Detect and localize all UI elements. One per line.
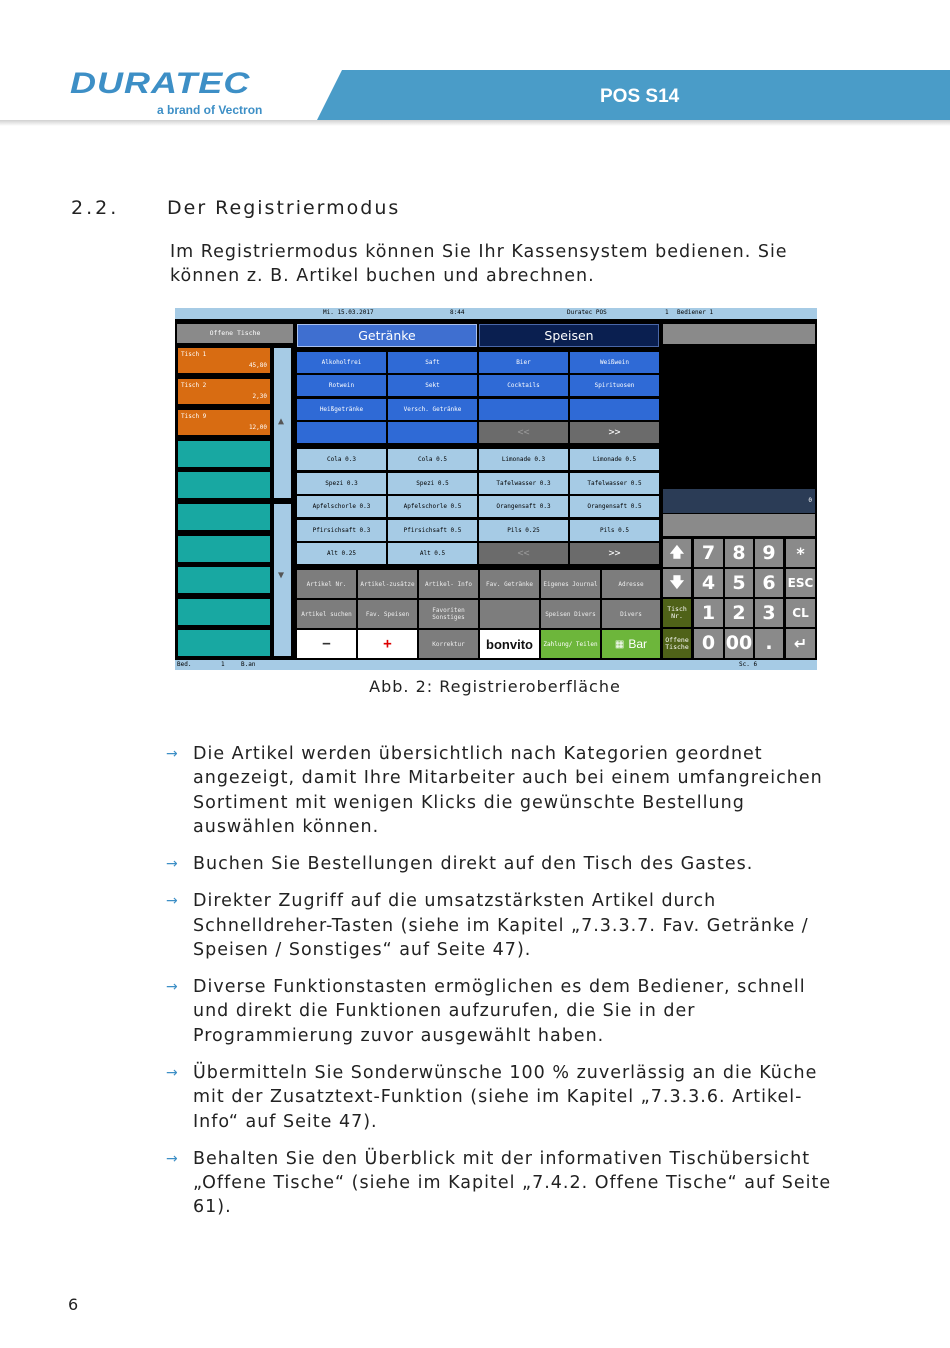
list-item: → Übermitteln Sie Sonderwünsche 100 % zuverlässig an die Küche mit der Zusatztext-Funktion (siehe im Kapitel „7.3.3.6. Artikel-Info“ auf Seite 47).: [166, 1062, 818, 1132]
intro-text: Im Registriermodus können Sie Ihr Kassensystem bedienen. Sie können z. B. Artikel buchen und abrechnen.: [170, 242, 788, 286]
figure-caption: Abb. 2: Registrieroberfläche: [369, 677, 621, 696]
function-button[interactable]: Artikel suchen: [297, 600, 356, 628]
article-button[interactable]: Alt 0.25: [297, 543, 386, 564]
minus-button[interactable]: −: [297, 630, 356, 658]
header-shadow: [0, 120, 950, 126]
section-number: 2.2.: [71, 197, 120, 219]
article-button[interactable]: Apfelschorle 0.3: [297, 496, 386, 517]
category-button[interactable]: Sekt: [388, 375, 477, 396]
key-multiply[interactable]: *: [786, 539, 815, 567]
status-time: 8:44: [450, 309, 465, 316]
list-item: → Behalten Sie den Überblick mit der informativen Tischübersicht „Offene Tische“ (siehe im Kapitel „7.4.2. Offene Tische“ auf Seite 61).: [166, 1148, 832, 1218]
key-2[interactable]: 2: [725, 599, 753, 627]
brand-line: a brand of Vectron: [157, 103, 263, 117]
empty-table-slot[interactable]: [178, 472, 270, 498]
key-clear[interactable]: CL: [786, 599, 815, 627]
category-button-empty[interactable]: [479, 399, 568, 420]
category-button[interactable]: Cocktails: [479, 375, 568, 396]
article-button[interactable]: Limonade 0.5: [570, 449, 659, 470]
key-3[interactable]: 3: [755, 599, 783, 627]
empty-table-slot[interactable]: [178, 504, 270, 530]
correction-button[interactable]: Korrektur: [419, 630, 478, 658]
category-button[interactable]: Alkoholfrei: [297, 352, 386, 373]
function-button[interactable]: Favoriten Sonstiges: [419, 600, 478, 628]
function-button[interactable]: Adresse: [602, 570, 660, 598]
article-button[interactable]: Tafelwasser 0.5: [570, 473, 659, 494]
table-scroll-up[interactable]: [274, 348, 291, 498]
status-bar-bottom: [175, 660, 817, 670]
arrow-right-icon: →: [166, 979, 179, 996]
status-operator: Bediener 1: [677, 309, 714, 316]
article-button[interactable]: Orangensaft 0.3: [479, 496, 568, 517]
article-button[interactable]: Cola 0.5: [388, 449, 477, 470]
table-name: Tisch 1: [181, 351, 207, 358]
empty-table-slot[interactable]: [178, 630, 270, 656]
plus-button[interactable]: +: [358, 630, 417, 658]
category-button[interactable]: Heißgetränke: [297, 399, 386, 420]
article-button[interactable]: Tafelwasser 0.3: [479, 473, 568, 494]
table-button[interactable]: [178, 379, 270, 404]
cash-label: Bar: [628, 636, 648, 651]
status-date: Mi. 15.03.2017: [323, 309, 374, 316]
bonvito-button[interactable]: bonvito: [480, 630, 539, 658]
function-button[interactable]: Artikel Nr.: [297, 570, 356, 598]
key-7[interactable]: 7: [694, 539, 723, 567]
feature-list: [166, 742, 836, 1232]
table-amount: 45,80: [248, 362, 267, 369]
arrow-right-icon: →: [166, 746, 179, 762]
article-button[interactable]: Limonade 0.3: [479, 449, 568, 470]
arrow-right-icon: →: [166, 856, 179, 873]
open-tables-header: Offene Tische: [177, 324, 293, 343]
table-button[interactable]: [178, 348, 270, 373]
article-next-button[interactable]: >>: [570, 543, 659, 564]
category-button-empty[interactable]: [570, 399, 659, 420]
article-button[interactable]: Pfirsichsaft 0.3: [297, 520, 386, 541]
category-button[interactable]: Spirituosen: [570, 375, 659, 396]
article-button[interactable]: Pils 0.5: [570, 520, 659, 541]
key-5[interactable]: 5: [725, 569, 753, 597]
arrow-up-icon[interactable]: 🡅: [663, 539, 691, 567]
display-value: 0: [808, 497, 812, 504]
function-button[interactable]: Fav. Speisen: [358, 600, 417, 628]
article-button[interactable]: Pfirsichsaft 0.5: [388, 520, 477, 541]
key-6[interactable]: 6: [755, 569, 783, 597]
arrow-right-icon: →: [166, 1064, 179, 1081]
article-button[interactable]: Cola 0.3: [297, 449, 386, 470]
pos-screenshot: [175, 308, 817, 670]
receipt-header: [663, 324, 815, 344]
list-item: → Buchen Sie Bestellungen direkt auf den Tisch des Gastes.: [166, 852, 836, 876]
table-amount: 2,30: [252, 393, 267, 400]
table-name: Tisch 2: [181, 382, 207, 389]
status-bed-no: 1: [221, 661, 225, 668]
status-system: Duratec POS: [567, 309, 607, 316]
table-number-button[interactable]: Tisch Nr.: [663, 599, 691, 627]
empty-table-slot[interactable]: [178, 567, 270, 593]
category-button-empty[interactable]: [297, 422, 386, 443]
category-next-button[interactable]: >>: [570, 422, 659, 443]
scroll-down-icon: ▼: [278, 570, 285, 581]
input-display: [663, 514, 815, 536]
function-button[interactable]: Fav. Getränke: [480, 570, 539, 598]
empty-table-slot[interactable]: [178, 536, 270, 562]
article-button[interactable]: Orangensaft 0.5: [570, 496, 659, 517]
article-prev-button[interactable]: <<: [479, 543, 568, 564]
function-button-empty[interactable]: [480, 600, 539, 628]
article-button[interactable]: Spezi 0.3: [297, 473, 386, 494]
function-button[interactable]: Divers: [602, 600, 660, 628]
key-8[interactable]: 8: [725, 539, 753, 567]
payment-button[interactable]: Zahlung/ Teilen: [541, 630, 600, 658]
article-button[interactable]: Apfelschorle 0.5: [388, 496, 477, 517]
category-button[interactable]: Rotwein: [297, 375, 386, 396]
arrow-right-icon: →: [166, 893, 179, 910]
tab-speisen[interactable]: Speisen: [479, 324, 659, 347]
amount-display: [663, 489, 815, 513]
scroll-up-icon: ▲: [278, 416, 285, 427]
section-title: Der Registriermodus: [167, 197, 401, 219]
product-title: POS S14: [600, 86, 680, 107]
list-item: → Diverse Funktionstasten ermöglichen es dem Bediener, schnell und direkt die Funktionen aufzurufen, die Sie in der Programmierung zuvor ausgewählt haben.: [166, 977, 806, 1046]
arrow-right-icon: →: [166, 1150, 179, 1167]
table-amount: 12,00: [248, 424, 267, 431]
empty-table-slot[interactable]: [178, 599, 270, 625]
cash-button[interactable]: [602, 630, 660, 658]
list-item: → Direkter Zugriff auf die umsatzstärksten Artikel durch Schnelldreher-Tasten (siehe im Kapitel „7.3.3.7. Fav. Getränke / Speisen / Sonstiges“ auf Seite 47).: [166, 891, 809, 961]
duratec-logo: DURATEC: [70, 66, 251, 100]
category-button[interactable]: Weißwein: [570, 352, 659, 373]
arrow-down-icon[interactable]: 🡇: [663, 569, 691, 597]
article-button[interactable]: Alt 0.5: [388, 543, 477, 564]
article-button[interactable]: Pils 0.25: [479, 520, 568, 541]
key-decimal[interactable]: .: [755, 629, 783, 658]
article-button[interactable]: Spezi 0.5: [388, 473, 477, 494]
list-item: → Die Artikel werden übersichtlich nach Kategorien geordnet angezeigt, damit Ihre Mitarbeiter auch bei einem umfangreichen Sortiment mit wenigen Klicks die gewünschte Bestellung auswählen können.: [166, 744, 823, 838]
function-button[interactable]: Artikel- Info: [419, 570, 478, 598]
function-button[interactable]: Speisen Divers: [541, 600, 600, 628]
status-seat: Sc. 6: [739, 661, 758, 668]
key-esc[interactable]: ESC: [786, 569, 815, 597]
tab-getraenke[interactable]: Getränke: [297, 324, 477, 347]
key-4[interactable]: 4: [694, 569, 723, 597]
category-button[interactable]: Saft: [388, 352, 477, 373]
category-button[interactable]: Versch. Getränke: [388, 399, 477, 420]
status-bar-top: [175, 308, 817, 319]
key-1[interactable]: 1: [694, 599, 723, 627]
category-prev-button[interactable]: <<: [479, 422, 568, 443]
status-operator-no: 1: [665, 309, 669, 316]
category-button-empty[interactable]: [388, 422, 477, 443]
function-button[interactable]: Eigenes Journal: [541, 570, 600, 598]
cash-register-icon: ▦: [614, 638, 625, 650]
empty-table-slot[interactable]: [178, 441, 270, 467]
status-mode: B.an: [241, 661, 256, 668]
table-name: Tisch 9: [181, 413, 207, 420]
function-button[interactable]: Artikel-zusätze: [358, 570, 417, 598]
status-bed-label: Bed.: [177, 661, 192, 668]
table-scroll-down[interactable]: [274, 504, 291, 656]
table-button[interactable]: [178, 410, 270, 435]
key-0[interactable]: 0: [694, 629, 723, 658]
key-9[interactable]: 9: [755, 539, 783, 567]
page-number: 6: [68, 1295, 79, 1314]
key-00[interactable]: 00: [725, 629, 753, 658]
enter-key-icon[interactable]: ↵: [786, 629, 815, 658]
category-button[interactable]: Bier: [479, 352, 568, 373]
open-tables-button[interactable]: Offene Tische: [663, 629, 691, 658]
